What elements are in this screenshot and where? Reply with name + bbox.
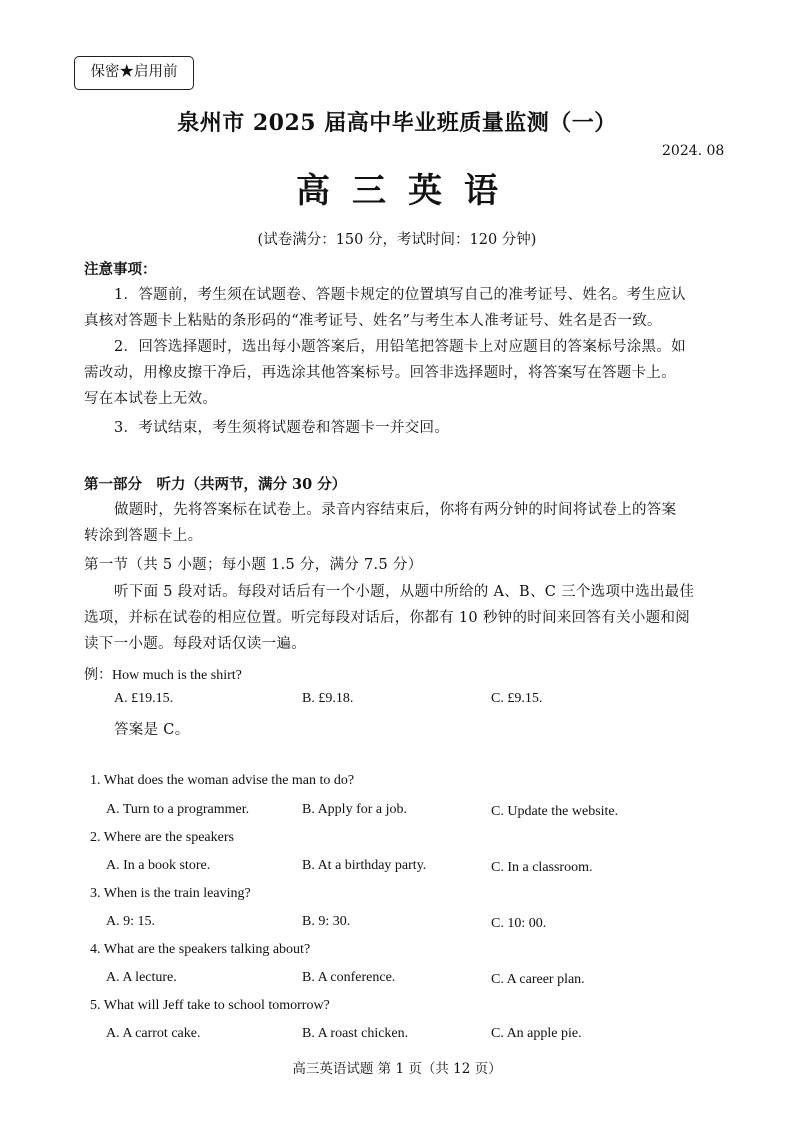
part1-heading: 第一部分 听力（共两节，满分 30 分） — [84, 476, 347, 493]
question-3-option-c: C. 10: 00. — [491, 916, 547, 931]
section1-line-1: 听下面 5 段对话。每段对话后有一个小题，从题中所给的 A、B、C 三个选项中选出最佳 — [114, 584, 695, 600]
question-1-option-a: A. Turn to a programmer. — [106, 802, 250, 817]
example-option-c: C. £9.15. — [491, 691, 543, 706]
notice-item-2-line-1: 2．回答选择题时，选出每小题答案后，用铅笔把答题卡上对应题目的答案标号涂黑。如 — [114, 339, 686, 355]
question-1-option-b: B. Apply for a job. — [302, 802, 407, 817]
question-3-option-b: B. 9: 30. — [302, 914, 351, 929]
example-option-a: A. £19.15. — [114, 691, 174, 706]
notice-item-2-line-3: 写在本试卷上无效。 — [84, 391, 218, 407]
example-option-b: B. £9.18. — [302, 691, 354, 706]
part1-intro-line-2: 转涂到答题卡上。 — [84, 528, 203, 544]
notice-item-1-line-2: 真核对答题卡上粘贴的条形码的“准考证号、姓名”与考生本人准考证号、姓名是否一致。 — [84, 313, 662, 329]
page-footer: 高三英语试题 第 1 页（共 12 页） — [292, 1061, 502, 1077]
notice-heading: 注意事项： — [84, 261, 157, 278]
question-1: 1. What does the woman advise the man to do? — [90, 773, 355, 788]
example-question: 例：How much is the shirt? — [84, 668, 242, 683]
notice-item-1-line-1: 1．答题前，考生须在试题卷、答题卡规定的位置填写自己的准考证号、姓名。考生应认 — [114, 287, 686, 303]
exam-title: 泉州市 2025 届高中毕业班质量监测（一） — [177, 110, 617, 136]
exam-date: 2024. 08 — [662, 143, 725, 159]
question-2-option-b: B. At a birthday party. — [302, 858, 427, 873]
question-5-option-b: B. A roast chicken. — [302, 1026, 409, 1041]
notice-item-2-line-2: 需改动，用橡皮擦干净后，再选涂其他答案标号。回答非选择题时，将答案写在答题卡上。 — [84, 365, 676, 381]
question-2: 2. Where are the speakers — [90, 830, 234, 845]
exam-meta: (试卷满分：150 分，考试时间：120 分钟) — [257, 232, 537, 248]
question-2-option-c: C. In a classroom. — [491, 860, 593, 875]
confidential-badge: 保密★启用前 — [74, 56, 194, 90]
question-5: 5. What will Jeff take to school tomorrow? — [90, 998, 330, 1013]
question-4-option-b: B. A conference. — [302, 970, 396, 985]
question-4: 4. What are the speakers talking about? — [90, 942, 311, 957]
question-5-option-a: A. A carrot cake. — [106, 1026, 201, 1041]
part1-intro-line-1: 做题时，先将答案标在试卷上。录音内容结束后，你将有两分钟的时间将试卷上的答案 — [114, 502, 677, 518]
example-answer: 答案是 C。 — [114, 722, 190, 738]
question-5-option-c: C. An apple pie. — [491, 1026, 582, 1041]
question-2-option-a: A. In a book store. — [106, 858, 211, 873]
section1-line-3: 读下一小题。每段对话仅读一遍。 — [84, 636, 306, 652]
section1-line-2: 选项，并标在试卷的相应位置。听完每段对话后，你都有 10 秒钟的时间来回答有关小题和阅 — [84, 610, 691, 626]
subject-title: 高三英语 — [296, 171, 520, 211]
question-3: 3. When is the train leaving? — [90, 886, 251, 901]
question-1-option-c: C. Update the website. — [491, 804, 619, 819]
notice-item-3: 3．考试结束，考生须将试题卷和答题卡一并交回。 — [114, 420, 450, 436]
question-3-option-a: A. 9: 15. — [106, 914, 155, 929]
question-4-option-c: C. A career plan. — [491, 972, 585, 987]
section1-heading: 第一节（共 5 小题；每小题 1.5 分，满分 7.5 分） — [84, 557, 423, 573]
question-4-option-a: A. A lecture. — [106, 970, 177, 985]
